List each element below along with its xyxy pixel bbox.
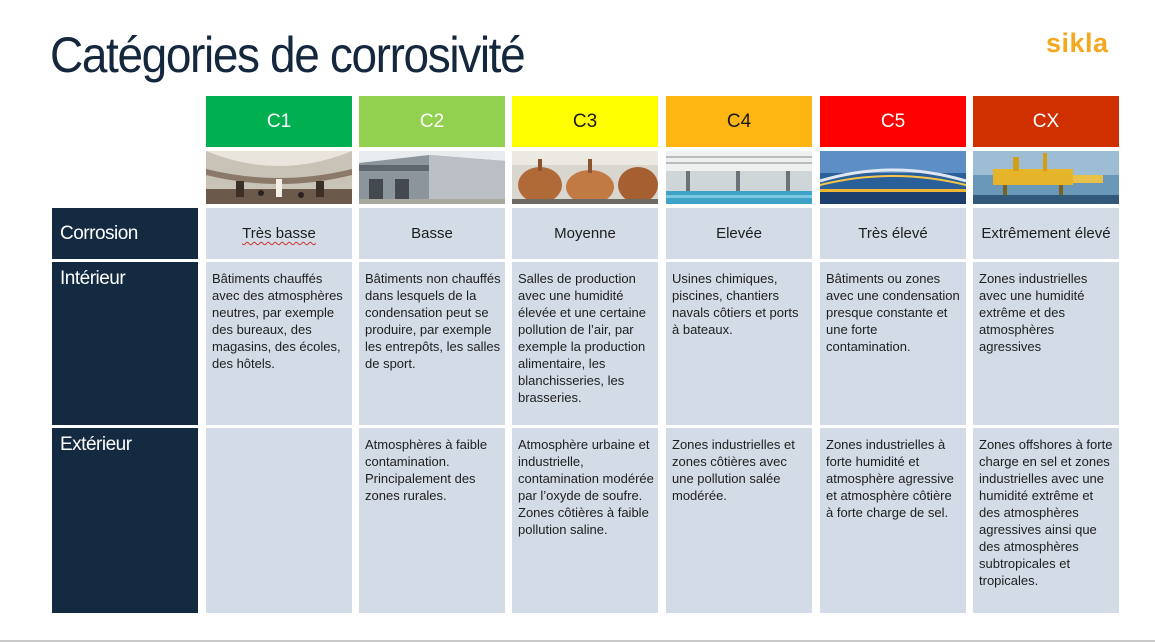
corrosion-cell-c5: Très élevé xyxy=(820,208,966,259)
corrosion-cell-c1 xyxy=(206,208,352,259)
category-header-c1: C1 xyxy=(206,96,352,147)
exterieur-cell-c1 xyxy=(206,428,352,613)
interieur-cell-c3: Salles de production avec une humidité élevée et une certaine pollution de l’air, par exemple la production alimentaire, les blanchisseries, les brasseries. xyxy=(512,262,658,425)
sikla-logo: sikla xyxy=(1046,28,1109,58)
exterieur-cell-cx: Zones offshores à forte charge en sel et zones industrielles avec une humidité extrême et des atmosphères agressives ainsi que des atmosphères subtropicales et tropicales. xyxy=(973,428,1119,613)
category-header-c4: C4 xyxy=(666,96,812,147)
corrosion-cell-c4: Elevée xyxy=(666,208,812,259)
interieur-cell-c2: Bâtiments non chauffés dans lesquels de la condensation peut se produire, par exemple les entrepôts, les salles de sport. xyxy=(359,262,505,425)
offshore-platform-photo xyxy=(973,151,1119,204)
corrosion-value: Très basse xyxy=(242,225,316,242)
row-label-corrosion: Corrosion xyxy=(52,208,198,259)
interieur-cell-cx: Zones industrielles avec une humidité extrême et des atmosphères agressives xyxy=(973,262,1119,425)
brewery-photo xyxy=(512,151,658,204)
corrosion-cell-cx: Extrêmement élevé xyxy=(973,208,1119,259)
exterieur-cell-c3: Atmosphère urbaine et industrielle, contamination modérée par l’oxyde de soufre. Zones côtières à faible pollution saline. xyxy=(512,428,658,613)
exterieur-cell-c2: Atmosphères à faible contamination. Principalement des zones rurales. xyxy=(359,428,505,613)
swimming-pool-photo xyxy=(666,151,812,204)
page-title: Catégories de corrosivité xyxy=(50,27,525,83)
category-header-c2: C2 xyxy=(359,96,505,147)
category-header-cx: CX xyxy=(973,96,1119,147)
row-label-exterieur: Extérieur xyxy=(52,428,198,613)
category-header-c3: C3 xyxy=(512,96,658,147)
row-label-interieur: Intérieur xyxy=(52,262,198,425)
warehouse-photo xyxy=(359,151,505,204)
mall-interior-photo xyxy=(206,151,352,204)
corrosion-cell-c2: Basse xyxy=(359,208,505,259)
bridge-photo xyxy=(820,151,966,204)
category-header-c5: C5 xyxy=(820,96,966,147)
exterieur-cell-c5: Zones industrielles à forte humidité et atmosphère agressive et atmosphère côtière à forte charge de sel. xyxy=(820,428,966,613)
interieur-cell-c1: Bâtiments chauffés avec des atmosphères neutres, par exemple des bureaux, des magasins, des écoles, des hôtels. xyxy=(206,262,352,425)
corrosion-cell-c3: Moyenne xyxy=(512,208,658,259)
exterieur-cell-c4: Zones industrielles et zones côtières avec une pollution salée modérée. xyxy=(666,428,812,613)
interieur-cell-c5: Bâtiments ou zones avec une condensation presque constante et une forte contamination. xyxy=(820,262,966,425)
interieur-cell-c4: Usines chimiques, piscines, chantiers navals côtiers et ports à bateaux. xyxy=(666,262,812,425)
